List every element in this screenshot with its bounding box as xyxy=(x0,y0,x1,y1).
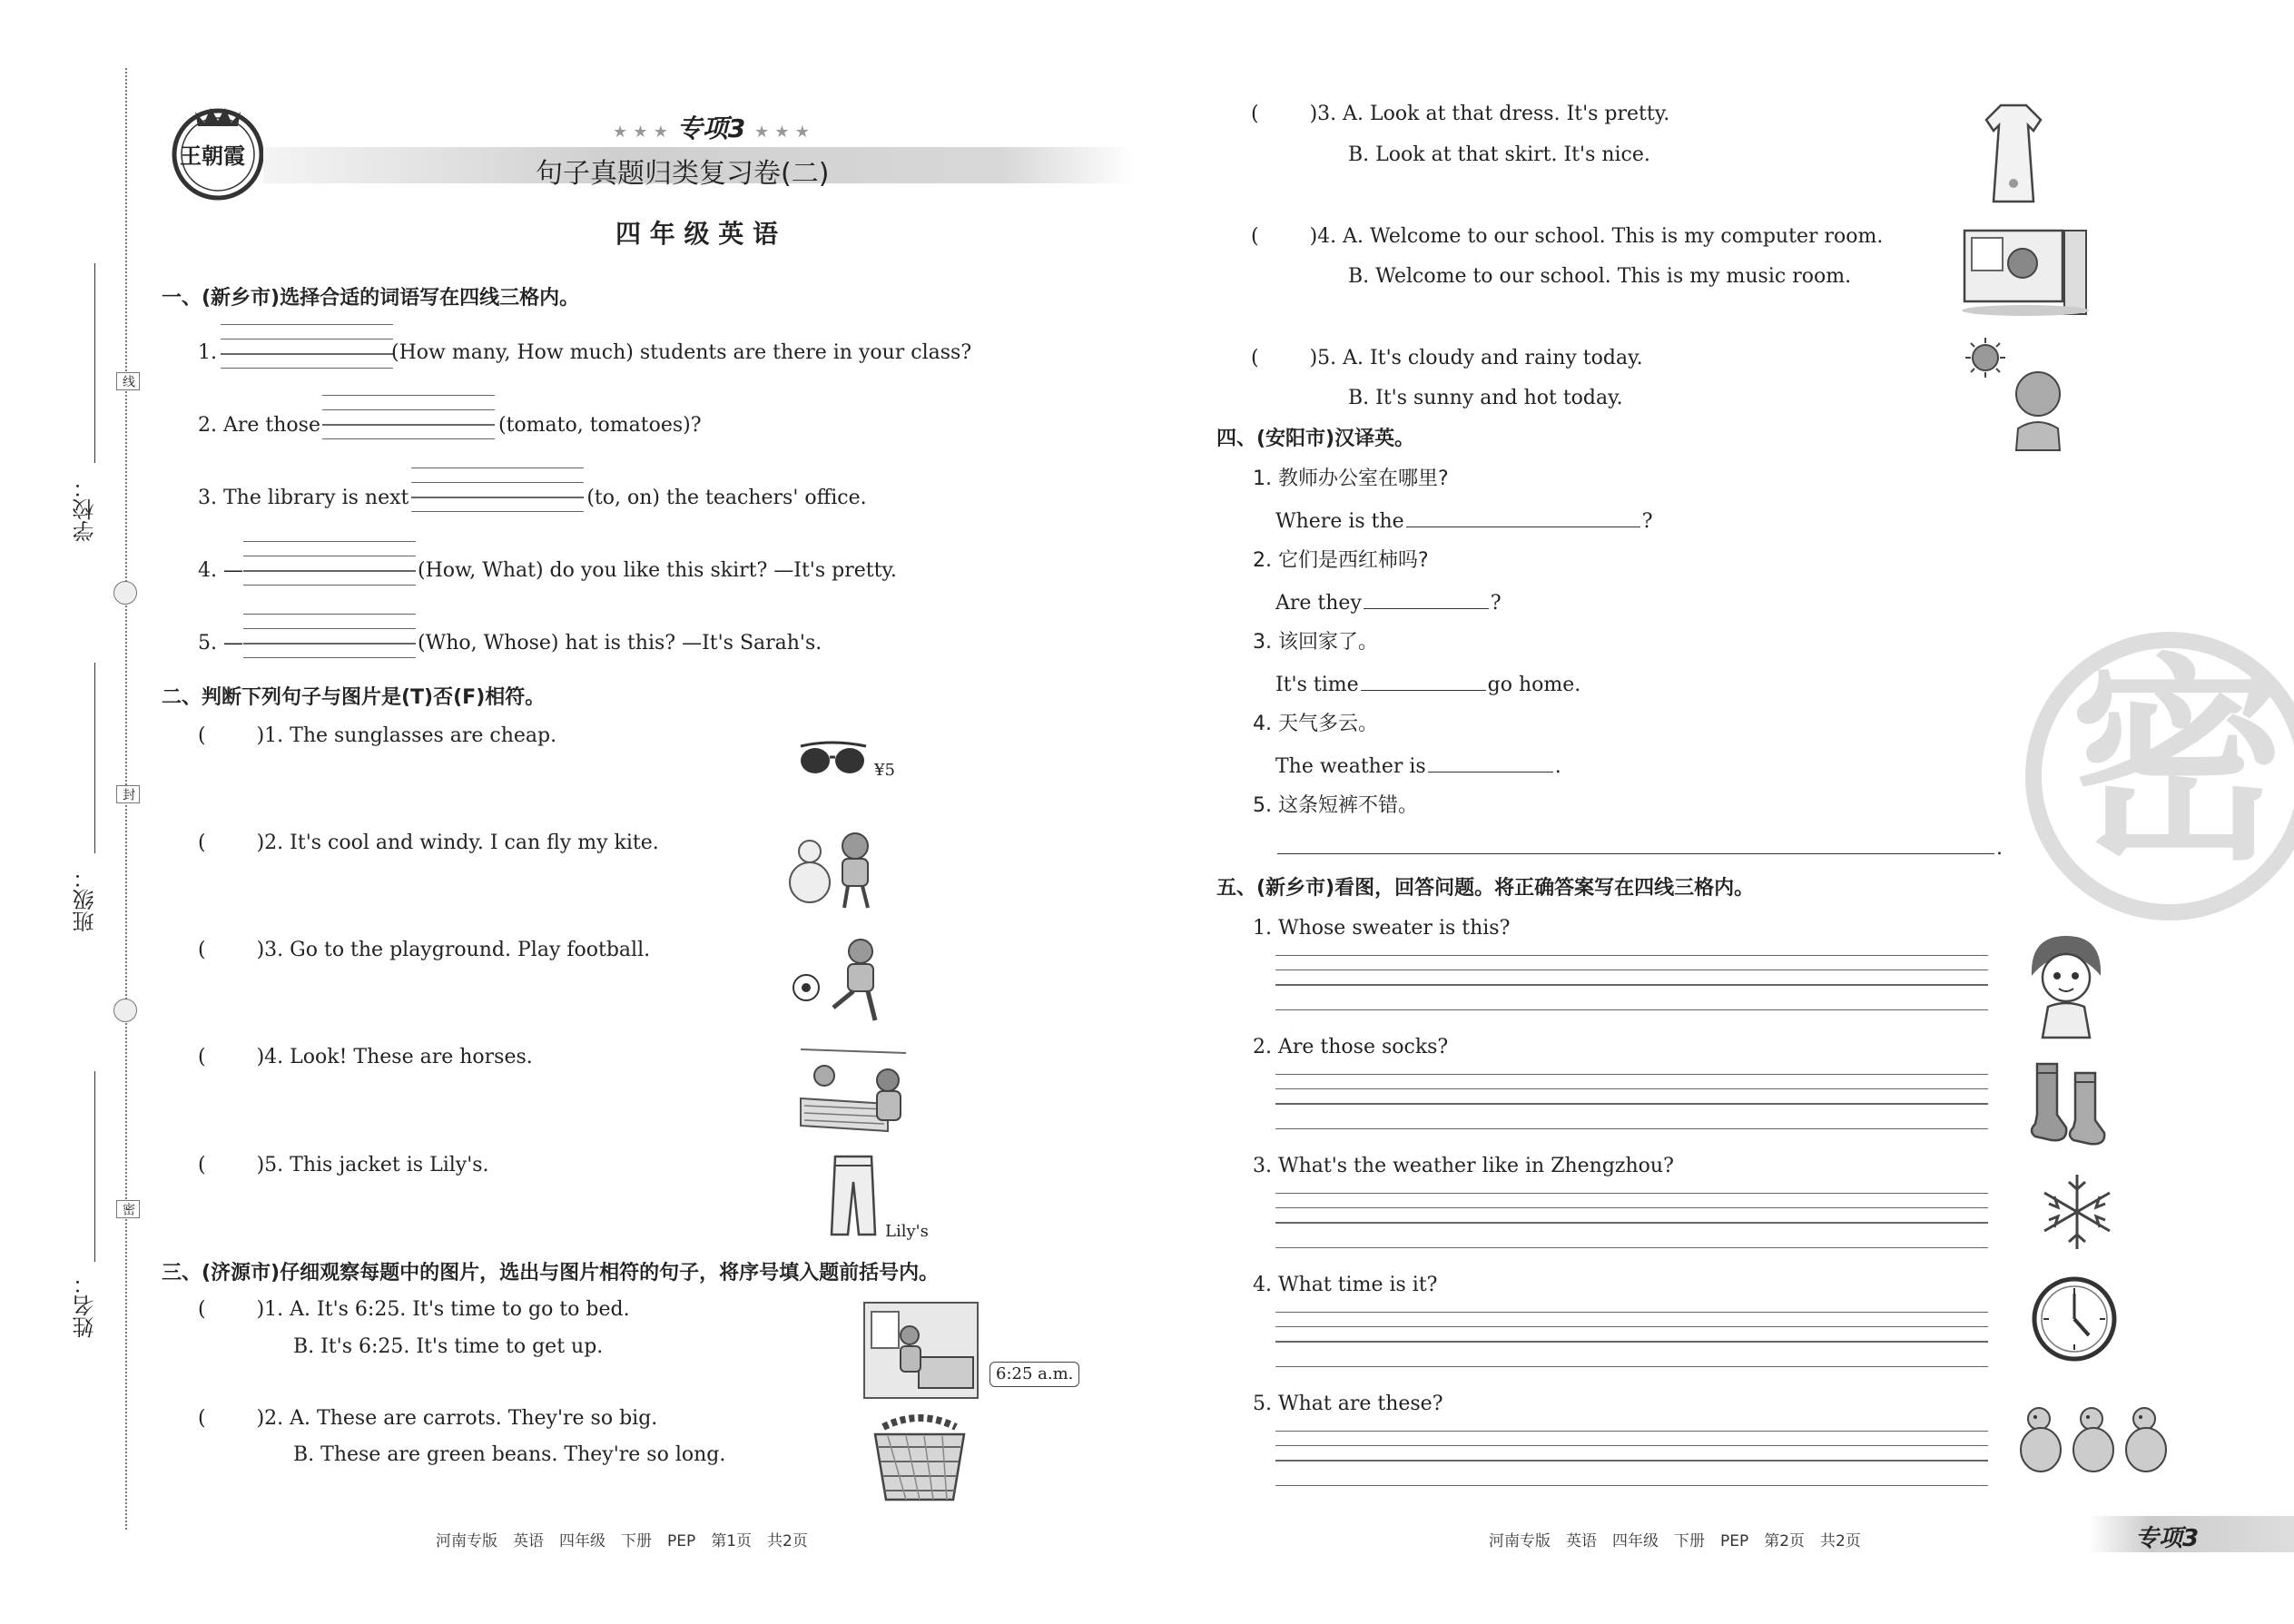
s3-item-2: ( )2. A. These are carrots. They're so big. xyxy=(198,1407,658,1430)
bedroom-icon xyxy=(864,1303,978,1398)
s5-question-2: 2. Are those socks? xyxy=(1253,1036,1449,1058)
s4-item-1-cn: 1. 教师办公室在哪里? xyxy=(1253,468,1449,490)
s3-item-1: ( )1. A. It's 6:25. It's time to go to bed. xyxy=(198,1298,630,1321)
section-2-heading: 二、判断下列句子与图片是(T)否(F)相符。 xyxy=(162,686,546,709)
socks-icon xyxy=(2024,1060,2115,1147)
s3-item-5-b: B. It's sunny and hot today. xyxy=(1348,387,1623,409)
s2-caption-5: Lily's xyxy=(885,1222,929,1241)
class-field: 班级： xyxy=(64,663,100,953)
watermark-char: 密 xyxy=(2070,635,2289,890)
page-title: 句子真题归类复习卷(二) xyxy=(536,158,830,190)
s4-item-5-cn: 5. 这条短裤不错。 xyxy=(1253,794,1418,817)
s1-item-4: 4. — (How, What) do you like this skirt? —It's pretty. xyxy=(198,559,897,582)
section-1-heading: 一、(新乡市)选择合适的词语写在四线三格内。 xyxy=(162,287,580,310)
girl-icon xyxy=(2023,930,2109,1039)
s3-item-4-b: B. Welcome to our school. This is my music room. xyxy=(1348,265,1852,288)
s5-question-4: 4. What time is it? xyxy=(1253,1274,1438,1296)
s4-item-4-answer: The weather is . xyxy=(1275,755,1561,778)
sunglasses-icon xyxy=(797,726,870,790)
kids-snowman-icon xyxy=(783,826,891,912)
pants-icon xyxy=(826,1153,881,1239)
s3-item-3-b: B. Look at that skirt. It's nice. xyxy=(1348,143,1650,166)
binding-mark-seal: 封 xyxy=(116,785,140,803)
s4-item-5-answer: . xyxy=(1275,837,2003,859)
s4-item-3-answer: It's time go home. xyxy=(1275,674,1581,696)
dress-icon xyxy=(1977,102,2050,206)
s1-item-1: 1. (How many, How much) students are there in your class? xyxy=(198,341,972,364)
s5-question-3: 3. What's the weather like in Zhengzhou? xyxy=(1253,1155,1674,1177)
s1-item-3: 3. The library is next (to, on) the teachers' office. xyxy=(198,487,867,509)
school-field: 学校： xyxy=(64,263,100,645)
s3-item-2-b: B. These are green beans. They're so long. xyxy=(293,1443,726,1466)
section-3-heading: 三、(济源市)仔细观察每题中的图片，选出与图片相符的句子，将序号填入题前括号内。 xyxy=(162,1262,940,1284)
binding-margin xyxy=(0,0,136,1624)
vegetable-basket-icon xyxy=(870,1405,970,1505)
s4-blank-5[interactable] xyxy=(1277,837,1994,854)
s5-answer-lines-4[interactable] xyxy=(1275,1312,1988,1370)
s3-item-3: ( )3. A. Look at that dress. It's pretty. xyxy=(1251,103,1670,125)
s3-item-4: ( )4. A. Welcome to our school. This is my computer room. xyxy=(1251,225,1884,248)
s2-item-5: ( )5. This jacket is Lily's. xyxy=(198,1154,489,1176)
section-4-heading: 四、(安阳市)汉译英。 xyxy=(1216,428,1415,450)
page-subtitle: 四 年 级 英 语 xyxy=(615,219,778,249)
s5-answer-lines-1[interactable] xyxy=(1275,955,1988,1013)
s4-item-2-cn: 2. 它们是西红柿吗? xyxy=(1253,549,1429,572)
s5-answer-lines-3[interactable] xyxy=(1275,1193,1988,1251)
s4-blank-2[interactable] xyxy=(1364,592,1489,609)
s5-question-1: 1. Whose sweater is this? xyxy=(1253,917,1511,940)
s2-item-3: ( )3. Go to the playground. Play football. xyxy=(198,939,651,961)
footer-tab-label: 专项3 xyxy=(2135,1525,2200,1552)
s2-caption-1: ¥5 xyxy=(874,761,895,780)
s4-item-4-cn: 4. 天气多云。 xyxy=(1253,713,1378,735)
binding-mark-secret: 密 xyxy=(116,1200,140,1218)
s5-answer-lines-2[interactable] xyxy=(1275,1074,1988,1132)
boy-football-icon xyxy=(788,935,906,1026)
s3-caption-1: 6:25 a.m. xyxy=(989,1362,1079,1387)
s4-blank-3[interactable] xyxy=(1361,674,1486,691)
binding-mark-line: 线 xyxy=(116,372,140,390)
s4-item-2-answer: Are they ? xyxy=(1275,592,1501,615)
clock-icon xyxy=(2031,1275,2118,1363)
s4-blank-4[interactable] xyxy=(1428,755,1553,773)
series-label: ★ ★ ★ 专项3 ★ ★ ★ xyxy=(613,113,810,143)
s1-item-5: 5. — (Who, Whose) hat is this? —It's Sarah's. xyxy=(198,632,822,655)
section-5-heading: 五、(新乡市)看图，回答问题。将正确答案写在四线三格内。 xyxy=(1216,877,1755,900)
school-room-icon xyxy=(1957,223,2093,319)
s1-item-2: 2. Are those (tomato, tomatoes)? xyxy=(198,414,702,437)
footer-right: 河南专版 英语 四年级 下册 PEP 第2页 共2页 xyxy=(1489,1532,1861,1550)
farm-kids-icon xyxy=(797,1044,915,1135)
s2-item-4: ( )4. Look! These are horses. xyxy=(198,1046,533,1068)
footer-left: 河南专版 英语 四年级 下册 PEP 第1页 共2页 xyxy=(436,1532,808,1550)
brand-name: 王朝霞 xyxy=(180,143,245,169)
s2-item-1: ( )1. The sunglasses are cheap. xyxy=(198,724,557,747)
snowflake-icon xyxy=(2036,1171,2118,1253)
sunny-girl-icon xyxy=(1965,338,2079,451)
s3-item-1-b: B. It's 6:25. It's time to get up. xyxy=(293,1335,604,1358)
s3-item-5: ( )5. A. It's cloudy and rainy today. xyxy=(1251,347,1643,369)
chicks-icon xyxy=(2015,1403,2170,1480)
s5-question-5: 5. What are these? xyxy=(1253,1393,1443,1415)
s4-blank-1[interactable] xyxy=(1406,510,1640,527)
s4-item-3-cn: 3. 该回家了。 xyxy=(1253,631,1378,654)
s2-item-2: ( )2. It's cool and windy. I can fly my kite. xyxy=(198,832,659,854)
s5-answer-lines-5[interactable] xyxy=(1275,1431,1988,1489)
s4-item-1-answer: Where is the ? xyxy=(1275,510,1653,533)
name-field: 姓名： xyxy=(64,1071,100,1353)
